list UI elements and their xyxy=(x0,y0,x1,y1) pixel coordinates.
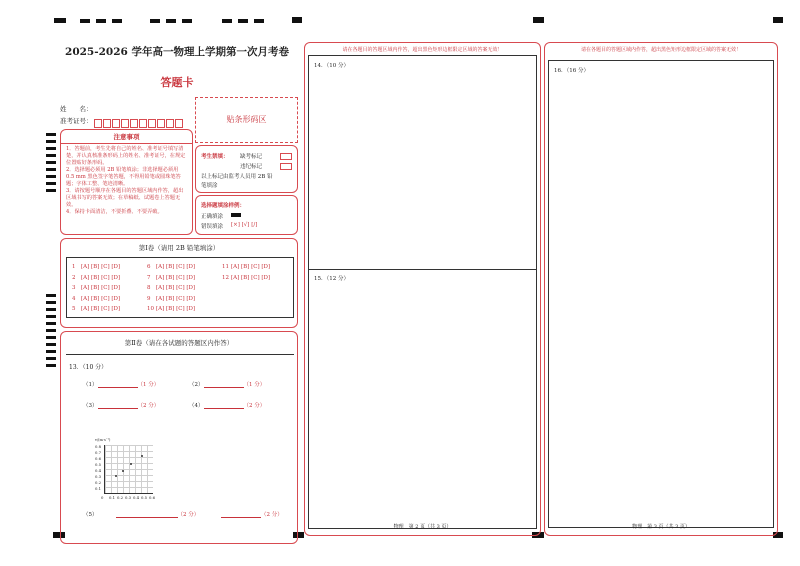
status-label: 考生禁填： xyxy=(201,154,229,160)
card-title: 答题卡 xyxy=(160,76,194,89)
q13-part-1 xyxy=(83,380,159,388)
choice-row[interactable] xyxy=(147,294,195,305)
q13-part-6 xyxy=(221,510,283,518)
page-3-frame xyxy=(544,42,778,536)
choice-row[interactable] xyxy=(72,262,120,273)
question-number: 12 xyxy=(222,274,229,281)
y-tick-label: 0.6 xyxy=(94,456,101,461)
part-number: （3） xyxy=(83,403,98,409)
timing-mark xyxy=(166,19,176,23)
graph-y-ticks xyxy=(91,444,101,492)
status-note-1: 以上标记由监考人员用 2B 铅 xyxy=(201,174,273,180)
question-number: 3 xyxy=(72,285,76,291)
timing-mark xyxy=(112,19,122,23)
graph-x-ticks xyxy=(101,495,157,500)
answer-area-page-3[interactable] xyxy=(548,60,774,528)
question-number: 5 xyxy=(72,306,76,312)
part-score: （2 分） xyxy=(261,512,283,518)
choice-bubbles[interactable]: [A] [B] [C] [D] xyxy=(156,285,196,291)
graph-point xyxy=(141,455,143,457)
notice-item: 2．选择题必须用 2B 铅笔填涂；非选择题必须用 0.5 mm 黑色签字笔答题，不得用铅笔或圆珠笔答题；字体工整、笔迹清晰。 xyxy=(66,167,181,187)
answer-area-page-2[interactable] xyxy=(308,55,537,529)
absent-checkbox[interactable] xyxy=(280,153,292,160)
choice-bubbles[interactable]: [A] [B] [C] [D] xyxy=(231,274,271,281)
graph-point xyxy=(130,463,132,465)
choice-row[interactable] xyxy=(147,262,195,273)
notice-list xyxy=(61,144,192,218)
question-number: 10 xyxy=(147,306,154,312)
timing-mark xyxy=(182,19,192,23)
x-tick-label: 0.4 xyxy=(133,495,140,500)
part-number: （5） xyxy=(83,512,98,518)
fill-example-title: 选择题填涂样例： xyxy=(201,203,246,209)
choice-bubbles[interactable]: [A] [B] [C] [D] xyxy=(156,274,196,281)
notice-item: 3．请按题号顺序在各题目的答题区域内作答，超出区域书写的答案无效；在草稿纸、试题卷上答题无效。 xyxy=(66,188,184,208)
velocity-time-graph[interactable] xyxy=(104,445,153,494)
y-tick-label: 0.7 xyxy=(94,450,101,455)
examinee-status-box xyxy=(195,145,298,193)
part-number: （1） xyxy=(83,382,98,388)
choice-bubbles[interactable]: [A] [B] [C] [D] xyxy=(81,285,121,291)
q14-label: 14．（10 分） xyxy=(314,63,349,69)
page-2-warning: 请在各题目的答题区域内作答，超出黑色矩形边框限定区域的答案无效！ xyxy=(342,47,503,53)
q13-part-3 xyxy=(83,401,159,409)
graph-point xyxy=(115,475,117,477)
notice-item: 4．保持卡面清洁，不要折叠、不要弄破。 xyxy=(66,209,163,215)
timing-mark xyxy=(238,19,248,23)
page-3-warning: 请在各题目的答题区域内作答，超出黑色矩形边框限定区域的答案无效！ xyxy=(580,47,741,53)
exam-number-label: 准考证号： xyxy=(60,117,93,125)
part-score: （1 分） xyxy=(137,382,160,388)
choice-row[interactable] xyxy=(147,283,195,294)
timing-mark xyxy=(150,19,160,23)
choice-row[interactable] xyxy=(222,273,270,284)
choice-bubbles[interactable]: [A] [B] [C] [D] xyxy=(81,264,121,270)
side-timing-marks xyxy=(46,133,56,196)
part-number: （4） xyxy=(189,403,204,409)
section-2-divider xyxy=(66,354,294,355)
part-score: （2 分） xyxy=(243,403,266,409)
absent-label: 缺考标记 xyxy=(240,154,263,160)
choice-bubbles[interactable]: [A] [B] [C] [D] xyxy=(81,306,121,312)
question-number: 2 xyxy=(72,274,76,281)
notice-item: 1．答题前，考生先将自己的姓名、准考证号填写清楚，并认真核准条形码上的姓名、准考证号，在规定位置贴好条形码。 xyxy=(66,146,186,166)
section-2-title: 第Ⅱ卷（请在各试题的答题区内作答） xyxy=(124,339,234,347)
correct-fill-label: 正确填涂 xyxy=(201,214,224,220)
timing-mark xyxy=(54,18,66,23)
answer-blank[interactable] xyxy=(98,381,138,388)
q15-label: 15．（12 分） xyxy=(314,276,349,282)
choice-column xyxy=(72,262,120,315)
answer-blank[interactable] xyxy=(204,402,244,409)
choice-bubbles[interactable]: [A] [B] [C] [D] xyxy=(156,295,196,302)
part-score: （2 分） xyxy=(137,403,160,409)
y-tick-label: 0.4 xyxy=(94,468,101,473)
page-3-footer: 物理 第 3 页（共 3 页） xyxy=(632,524,690,530)
timing-mark xyxy=(773,17,783,23)
choice-row[interactable] xyxy=(147,273,195,284)
y-tick-label: 0.1 xyxy=(94,486,101,491)
barcode-area xyxy=(195,97,298,143)
question-number: 11 xyxy=(222,264,229,270)
choice-grid xyxy=(66,257,294,318)
x-tick-label: 0.5 xyxy=(141,495,148,500)
notice-box xyxy=(60,129,193,235)
q13-label: 13．（10 分） xyxy=(69,364,108,371)
choice-bubbles[interactable]: [A] [B] [C] [D] xyxy=(156,264,196,270)
y-tick-label: 0.5 xyxy=(94,462,101,467)
question-number: 7 xyxy=(147,274,151,281)
part-score: （2 分） xyxy=(177,512,200,518)
y-tick-label: 0.2 xyxy=(94,480,101,485)
question-number: 1 xyxy=(72,264,76,270)
choice-row[interactable] xyxy=(72,304,120,315)
choice-column xyxy=(147,262,195,315)
barcode-area-label: 贴条形码区 xyxy=(226,115,267,124)
exam-title: 2025-2026 学年高一物理上学期第一次月考卷 xyxy=(65,46,289,58)
y-tick-label: 0.8 xyxy=(94,444,101,449)
choice-bubbles[interactable]: [A] [B] [C] [D] xyxy=(81,295,121,302)
x-tick-label: 0.2 xyxy=(117,495,124,500)
section-1-box xyxy=(60,238,298,328)
timing-mark xyxy=(80,19,90,23)
notice-title: 注意事项 xyxy=(61,130,192,144)
choice-row[interactable] xyxy=(72,294,120,305)
question-number: 9 xyxy=(147,295,151,302)
section-1-title: 第Ⅰ卷（请用 2B 铅笔填涂） xyxy=(138,244,220,252)
page-2-footer: 物理 第 2 页（共 3 页） xyxy=(393,524,452,530)
choice-column xyxy=(222,262,270,283)
x-tick-label: 0 xyxy=(101,495,104,500)
question-number: 6 xyxy=(147,264,151,270)
choice-row[interactable] xyxy=(147,304,195,315)
q16-label: 16．（16 分） xyxy=(554,68,589,74)
timing-mark xyxy=(533,17,544,23)
question-number: 4 xyxy=(72,295,76,302)
question-divider xyxy=(309,269,536,270)
y-tick-label: 0.3 xyxy=(94,474,101,479)
choice-bubbles[interactable]: [A] [B] [C] [D] xyxy=(156,306,196,312)
choice-row[interactable] xyxy=(72,283,120,294)
side-timing-marks xyxy=(46,294,56,371)
violation-label: 违纪标记 xyxy=(240,164,263,170)
q13-part-5 xyxy=(83,510,199,518)
x-tick-label: 0.1 xyxy=(109,495,116,500)
choice-bubbles[interactable]: [A] [B] [C] [D] xyxy=(81,274,121,281)
violation-checkbox[interactable] xyxy=(280,163,292,170)
wrong-fill-label: 错误填涂 xyxy=(201,224,224,230)
answer-blank[interactable] xyxy=(221,511,261,518)
x-tick-label: 0.6 xyxy=(149,495,156,500)
answer-blank[interactable] xyxy=(204,381,244,388)
question-number: 8 xyxy=(147,285,151,291)
timing-mark xyxy=(254,19,264,23)
timing-mark xyxy=(292,17,302,23)
timing-mark xyxy=(96,19,106,23)
part-score: （1 分） xyxy=(243,382,266,388)
timing-mark xyxy=(222,19,232,23)
correct-fill-mark xyxy=(231,213,241,217)
x-tick-label: 0.3 xyxy=(125,495,132,500)
choice-bubbles[interactable]: [A] [B] [C] [D] xyxy=(231,264,271,270)
choice-row[interactable] xyxy=(72,273,120,284)
graph-y-unit: v/(m·s⁻¹) xyxy=(95,438,111,442)
graph-point xyxy=(122,470,124,472)
answer-blank[interactable] xyxy=(116,511,178,518)
q13-part-2 xyxy=(189,380,265,388)
fill-example-box xyxy=(195,195,298,235)
wrong-fill-marks: [×] [√] [/] xyxy=(231,222,258,228)
choice-row[interactable] xyxy=(222,262,270,273)
page-2-frame xyxy=(304,42,541,536)
answer-blank[interactable] xyxy=(98,402,138,409)
name-label: 姓 名： xyxy=(60,105,93,113)
status-note-2: 笔填涂 xyxy=(201,183,218,189)
section-2-box xyxy=(60,331,298,544)
q13-part-4 xyxy=(189,401,265,409)
part-number: （2） xyxy=(189,382,204,388)
